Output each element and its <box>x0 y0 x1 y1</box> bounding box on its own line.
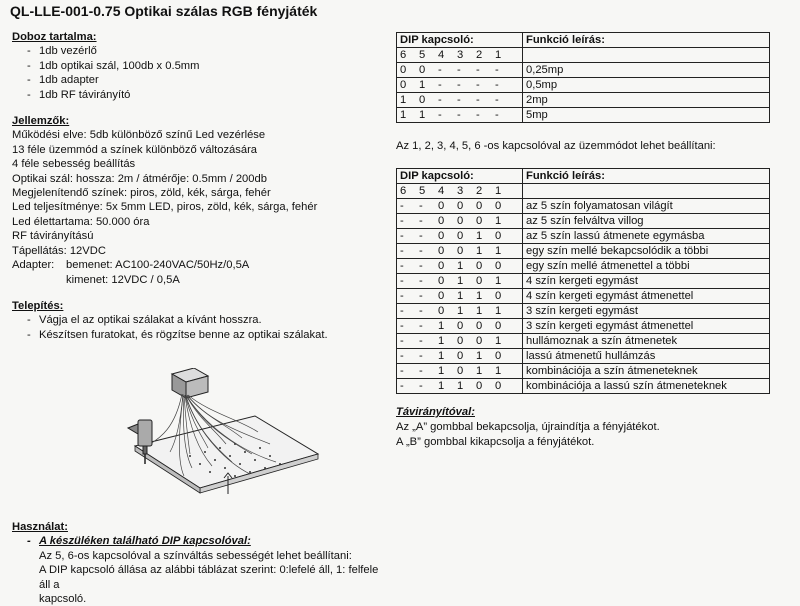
dip-bit: 0 <box>495 259 502 272</box>
dip-bit: - <box>457 108 461 121</box>
switch-number: 1 <box>495 184 502 197</box>
usage-list <box>12 534 382 548</box>
dip-bit: - <box>400 229 404 242</box>
table-row <box>397 319 770 334</box>
dip-bit: - <box>419 229 423 242</box>
switch-number: 3 <box>457 184 464 197</box>
dip-bit: - <box>400 319 404 332</box>
dip-bit: 1 <box>495 364 502 377</box>
dip-bit: 1 <box>495 244 502 257</box>
dip-bit: - <box>400 244 404 257</box>
table-header-row <box>397 169 770 184</box>
dip-bit: - <box>438 63 442 76</box>
feature-line: Led élettartama: 50.000 óra <box>12 215 150 228</box>
dip-bits-cell <box>397 229 523 244</box>
dip-bit: - <box>419 319 423 332</box>
dip-bit: - <box>476 63 480 76</box>
dip-bit: 0 <box>438 259 445 272</box>
feature-line: Tápellátás: 12VDC <box>12 244 106 257</box>
dip-bits-cell <box>397 379 523 394</box>
function-description: az 5 szín lassú átmenete egymásba <box>523 229 770 244</box>
installation-heading: Telepítés: <box>12 299 64 312</box>
list-item: - Vágja el az optikai szálakat a kívánt hosszra. <box>12 313 382 327</box>
dip-bit: 1 <box>457 379 464 392</box>
switch-number: 6 <box>400 48 407 61</box>
dip-bit: 1 <box>476 349 483 362</box>
dip-bits-cell <box>397 349 523 364</box>
function-description: az 5 szín folyamatosan világít <box>523 199 770 214</box>
dip-bits-cell <box>397 214 523 229</box>
switch-number: 3 <box>457 48 464 61</box>
dip-bit: 1 <box>495 304 502 317</box>
table-row <box>397 379 770 394</box>
dip-bit: 0 <box>457 244 464 257</box>
dip-bit: 0 <box>419 93 426 106</box>
dip-bit: 0 <box>495 229 502 242</box>
table-row <box>397 93 770 108</box>
dip-header: DIP kapcsoló: <box>397 33 523 48</box>
list-item: - 1db RF távirányító <box>12 88 382 102</box>
dip-bit: 1 <box>495 334 502 347</box>
dip-bit: 0 <box>457 214 464 227</box>
feature-line: 4 féle sebesség beállítás <box>12 158 136 171</box>
dip-bits-cell <box>397 108 523 123</box>
dip-bits-cell <box>397 304 523 319</box>
dip-bit: - <box>438 108 442 121</box>
function-description: egy szín mellé bekapcsolódik a többi <box>523 244 770 259</box>
usage-line: A DIP kapcsoló állása az alábbi táblázat szerint: 0:lefelé áll, 1: felfele áll a <box>39 564 379 591</box>
dip-bit: - <box>457 93 461 106</box>
function-header: Funkció leírás: <box>523 33 770 48</box>
feature-line: Működési elve: 5db különböző színű Led vezérlése <box>12 129 266 142</box>
function-description: lassú átmenetű hullámzás <box>523 349 770 364</box>
dip-bit: - <box>438 78 442 91</box>
dip-bit: 0 <box>438 229 445 242</box>
dip-bits-cell <box>397 48 523 63</box>
dip-bit: 1 <box>476 364 483 377</box>
feature-line: RF távirányítású <box>12 230 94 243</box>
function-description: 3 szín kergeti egymást <box>523 304 770 319</box>
dip-bit: 1 <box>457 274 464 287</box>
adapter-output: kimenet: 12VDC / 0,5A <box>66 273 180 286</box>
dip-bit: 1 <box>438 319 445 332</box>
function-description: az 5 szín felváltva villog <box>523 214 770 229</box>
table-row <box>397 259 770 274</box>
usage-line: kapcsoló. <box>39 593 87 606</box>
dip-bit: - <box>457 63 461 76</box>
mode-note: Az 1, 2, 3, 4, 5, 6 -os kapcsolóval az üzemmódot lehet beállítani: <box>396 140 716 152</box>
dip-bits-cell <box>397 274 523 289</box>
dip-bit: 0 <box>476 319 483 332</box>
table-row <box>397 244 770 259</box>
function-description: 3 szín kergeti egymást átmenettel <box>523 319 770 334</box>
dip-bit: - <box>400 289 404 302</box>
function-description: 4 szín kergeti egymást átmenettel <box>523 289 770 304</box>
dip-bit: - <box>400 349 404 362</box>
list-item: - 1db optikai szál, 100db x 0.5mm <box>12 59 382 73</box>
dip-bit: - <box>476 108 480 121</box>
switch-number: 4 <box>438 184 445 197</box>
table-row <box>397 304 770 319</box>
function-description: kombinációja a lassú szín átmeneteknek <box>523 379 770 394</box>
dip-bit: - <box>400 379 404 392</box>
dip-bit: 0 <box>476 379 483 392</box>
remote-line: Az „A” gombbal bekapcsolja, újraindítja a fényjátékot. <box>396 421 660 433</box>
table-row <box>397 289 770 304</box>
dip-bit: 0 <box>438 304 445 317</box>
feature-line: Megjelenítendő színek: piros, zöld, kék, sárga, fehér <box>12 187 271 200</box>
feature-line: Led teljesítménye: 5x 5mm LED, piros, zöld, kék, sárga, fehér <box>12 201 318 214</box>
function-description: 4 szín kergeti egymást <box>523 274 770 289</box>
table-row <box>397 108 770 123</box>
function-header: Funkció leírás: <box>523 169 770 184</box>
dip-bit: - <box>400 334 404 347</box>
function-description: 0,5mp <box>523 78 770 93</box>
dip-bit: - <box>400 364 404 377</box>
dip-bits-cell <box>397 63 523 78</box>
dip-bit: - <box>400 214 404 227</box>
dip-bit: 0 <box>438 199 445 212</box>
usage-heading: Használat: <box>12 521 68 533</box>
dip-bit: 0 <box>476 334 483 347</box>
table-row <box>397 364 770 379</box>
dip-bit: 1 <box>457 259 464 272</box>
dip-bits-cell <box>397 259 523 274</box>
dip-bits-cell <box>397 289 523 304</box>
dip-bit: - <box>419 244 423 257</box>
dip-bits-cell <box>397 78 523 93</box>
list-item: - 1db adapter <box>12 73 382 87</box>
function-description: 0,25mp <box>523 63 770 78</box>
dip-bit: - <box>400 259 404 272</box>
switch-number: 6 <box>400 184 407 197</box>
remote-line: A „B” gombbal kikapcsolja a fényjátékot. <box>396 436 595 448</box>
dip-bit: - <box>419 199 423 212</box>
function-description: kombinációja a szín átmeneteknek <box>523 364 770 379</box>
dip-bit: 0 <box>457 319 464 332</box>
table-row <box>397 63 770 78</box>
speed-table <box>396 32 770 123</box>
dip-header: DIP kapcsoló: <box>397 169 523 184</box>
dip-bit: - <box>476 93 480 106</box>
features-list <box>12 128 382 286</box>
dip-bit: 0 <box>457 364 464 377</box>
dip-bit: 0 <box>476 199 483 212</box>
adapter-label: Adapter: <box>12 259 55 272</box>
switch-number: 5 <box>419 48 426 61</box>
switch-number: 2 <box>476 48 483 61</box>
adapter-row <box>12 258 382 272</box>
dip-bits-cell <box>397 334 523 349</box>
dip-bit: 0 <box>438 289 445 302</box>
dip-bit: 1 <box>438 334 445 347</box>
dip-bit: 0 <box>476 259 483 272</box>
dip-bit: 1 <box>400 108 407 121</box>
dip-bit: 0 <box>495 379 502 392</box>
dip-bit: 1 <box>495 274 502 287</box>
dip-bit: 1 <box>457 304 464 317</box>
dip-bits-cell <box>397 364 523 379</box>
remote-heading: Távirányítóval: <box>396 406 475 418</box>
dip-bit: 0 <box>476 274 483 287</box>
table-row <box>397 229 770 244</box>
dip-bit: 1 <box>400 93 407 106</box>
box-contents-heading: Doboz tartalma: <box>12 31 97 43</box>
dip-bit: - <box>419 259 423 272</box>
dip-bit: 0 <box>457 349 464 362</box>
table-row <box>397 349 770 364</box>
dip-bit: - <box>495 93 499 106</box>
dip-bit: 1 <box>457 289 464 302</box>
feature-line: Optikai szál: hossza: 2m / átmérője: 0.5mm / 200db <box>12 172 267 185</box>
dip-bit: - <box>419 364 423 377</box>
table-row <box>397 274 770 289</box>
empty-cell <box>523 48 770 63</box>
dip-bit: - <box>419 274 423 287</box>
dip-bit: - <box>400 199 404 212</box>
dip-bit: 0 <box>438 244 445 257</box>
dip-bit: 1 <box>476 229 483 242</box>
dip-bit: - <box>419 349 423 362</box>
function-description: 5mp <box>523 108 770 123</box>
switch-number: 2 <box>476 184 483 197</box>
dip-bit: - <box>457 78 461 91</box>
list-item: - Készítsen furatokat, és rögzítse benne az optikai szálakat. <box>12 328 382 342</box>
table-row <box>397 78 770 93</box>
dip-bit: 1 <box>438 364 445 377</box>
dip-bit: - <box>419 214 423 227</box>
dip-bit: 0 <box>419 63 426 76</box>
dip-bit: - <box>400 304 404 317</box>
dip-bit: - <box>419 304 423 317</box>
usage-line: Az 5, 6-os kapcsolóval a színváltás sebességét lehet beállítani: <box>39 549 352 562</box>
feature-line: 13 féle üzemmód a színek különböző változására <box>12 143 258 156</box>
mode-table-wrap <box>396 168 770 394</box>
page-title: QL-LLE-001-0.75 Optikai szálas RGB fényjáték <box>10 3 318 19</box>
usage-section <box>12 520 382 606</box>
dip-bit: 0 <box>495 319 502 332</box>
function-description: 2mp <box>523 93 770 108</box>
function-description: egy szín mellé átmenettel a többi <box>523 259 770 274</box>
left-column <box>12 30 382 342</box>
switch-number: 4 <box>438 48 445 61</box>
switch-number-row <box>397 184 770 199</box>
dip-bit: - <box>495 63 499 76</box>
dip-bit: - <box>495 78 499 91</box>
dip-bit: 1 <box>476 244 483 257</box>
dip-bit: 1 <box>476 304 483 317</box>
installation-list <box>12 313 382 342</box>
switch-number: 5 <box>419 184 426 197</box>
dip-bits-cell <box>397 184 523 199</box>
dip-bit: - <box>419 334 423 347</box>
dip-bit: 0 <box>438 274 445 287</box>
dip-bit: - <box>419 289 423 302</box>
dip-bit: 1 <box>476 289 483 302</box>
dip-bit: 1 <box>495 214 502 227</box>
adapter-input: bemenet: AC100-240VAC/50Hz/0,5A <box>66 259 250 272</box>
dip-bit: 0 <box>400 63 407 76</box>
remote-section <box>396 405 660 450</box>
dip-bit: 1 <box>438 379 445 392</box>
dip-bit: 1 <box>438 349 445 362</box>
mode-table <box>396 168 770 394</box>
dip-bit: - <box>476 78 480 91</box>
dip-bit: 0 <box>457 199 464 212</box>
dip-bit: 1 <box>419 78 426 91</box>
dip-bit: 0 <box>457 334 464 347</box>
dip-bit: - <box>419 379 423 392</box>
dip-bit: 0 <box>457 229 464 242</box>
dip-bit: - <box>438 93 442 106</box>
usage-sub-heading: - A készüléken található DIP kapcsolóval: <box>12 534 382 548</box>
dip-bit: 0 <box>495 349 502 362</box>
table-row <box>397 199 770 214</box>
dip-bit: 0 <box>438 214 445 227</box>
table-row <box>397 334 770 349</box>
switch-number: 1 <box>495 48 502 61</box>
dip-bit: - <box>495 108 499 121</box>
installation-illustration <box>120 368 320 498</box>
box-contents-list <box>12 44 382 102</box>
switch-number-row <box>397 48 770 63</box>
speed-table-wrap <box>396 32 770 123</box>
list-item: - 1db vezérlő <box>12 44 382 58</box>
features-heading: Jellemzők: <box>12 115 70 128</box>
empty-cell <box>523 184 770 199</box>
function-description: hullámoznak a szín átmenetek <box>523 334 770 349</box>
table-row <box>397 214 770 229</box>
dip-bits-cell <box>397 199 523 214</box>
dip-bits-cell <box>397 319 523 334</box>
dip-bits-cell <box>397 93 523 108</box>
dip-bit: - <box>400 274 404 287</box>
dip-bit: 0 <box>495 289 502 302</box>
dip-bit: 1 <box>419 108 426 121</box>
dip-bit: 0 <box>476 214 483 227</box>
table-header-row <box>397 33 770 48</box>
dip-bit: 0 <box>400 78 407 91</box>
dip-bits-cell <box>397 244 523 259</box>
dip-bit: 0 <box>495 199 502 212</box>
